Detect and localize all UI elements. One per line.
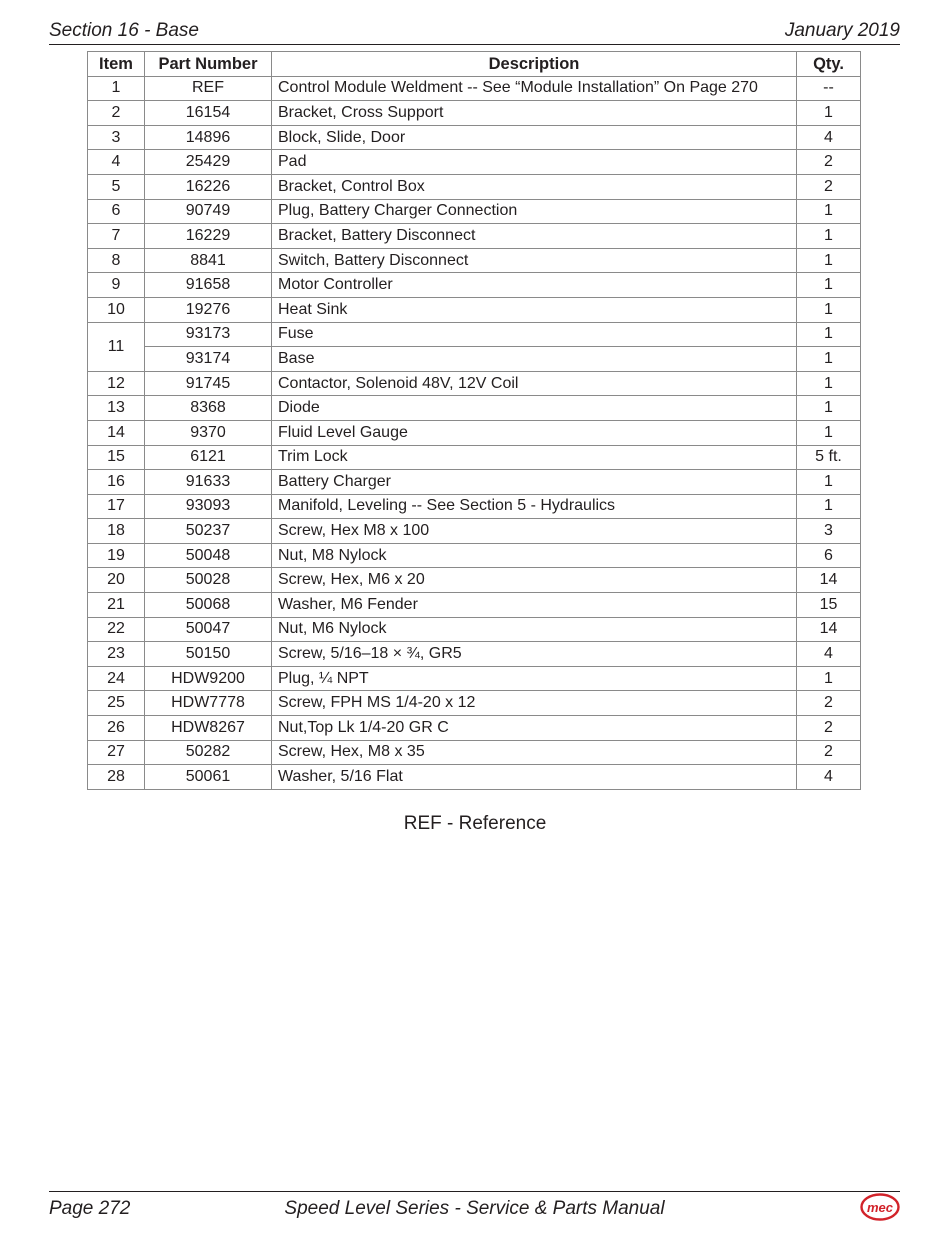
table-row	[88, 199, 861, 224]
description-cell: Screw, 5/16–18 × ¾, GR5	[272, 642, 797, 667]
item-cell: 19	[88, 543, 145, 568]
description-cell: Motor Controller	[272, 273, 797, 298]
item-cell: 26	[88, 716, 145, 741]
description-cell: Base	[272, 347, 797, 372]
table-row	[88, 150, 861, 175]
description-cell: Control Module Weldment -- See “Module Installation” On Page 270	[272, 76, 797, 101]
column-header-part-number: Part Number	[145, 52, 272, 77]
item-cell: 28	[88, 765, 145, 790]
item-cell: 20	[88, 568, 145, 593]
part-number-cell: 93093	[145, 494, 272, 519]
qty-cell: 2	[797, 174, 861, 199]
table-row	[88, 174, 861, 199]
item-cell: 10	[88, 297, 145, 322]
part-number-cell: 9370	[145, 420, 272, 445]
item-cell: 7	[88, 224, 145, 249]
item-cell: 22	[88, 617, 145, 642]
part-number-cell: 91745	[145, 371, 272, 396]
table-row	[88, 297, 861, 322]
table-row	[88, 691, 861, 716]
parts-table-body	[88, 76, 861, 789]
item-cell: 23	[88, 642, 145, 667]
description-cell: Heat Sink	[272, 297, 797, 322]
part-number-cell: 50028	[145, 568, 272, 593]
description-cell: Pad	[272, 150, 797, 175]
item-cell: 21	[88, 593, 145, 618]
qty-cell: 1	[797, 199, 861, 224]
item-cell: 4	[88, 150, 145, 175]
qty-cell: 1	[797, 420, 861, 445]
description-cell: Switch, Battery Disconnect	[272, 248, 797, 273]
description-cell: Block, Slide, Door	[272, 125, 797, 150]
table-row	[88, 224, 861, 249]
table-row	[88, 765, 861, 790]
parts-table	[87, 51, 861, 790]
part-number-cell: 93174	[145, 347, 272, 372]
item-cell: 12	[88, 371, 145, 396]
table-row	[88, 519, 861, 544]
description-cell: Screw, Hex, M6 x 20	[272, 568, 797, 593]
item-cell: 24	[88, 666, 145, 691]
table-row	[88, 125, 861, 150]
qty-cell: 1	[797, 371, 861, 396]
qty-cell: 4	[797, 642, 861, 667]
qty-cell: 1	[797, 101, 861, 126]
column-header-qty: Qty.	[797, 52, 861, 77]
table-row	[88, 470, 861, 495]
item-cell: 18	[88, 519, 145, 544]
header-date: January 2019	[784, 20, 900, 41]
description-cell: Screw, Hex, M8 x 35	[272, 740, 797, 765]
part-number-cell: HDW9200	[145, 666, 272, 691]
description-cell: Diode	[272, 396, 797, 421]
description-cell: Nut, M6 Nylock	[272, 617, 797, 642]
item-cell: 25	[88, 691, 145, 716]
qty-cell: 2	[797, 740, 861, 765]
description-cell: Nut,Top Lk 1/4-20 GR C	[272, 716, 797, 741]
table-row	[88, 494, 861, 519]
item-cell: 15	[88, 445, 145, 470]
qty-cell: 1	[797, 297, 861, 322]
reference-note: REF - Reference	[403, 813, 547, 834]
table-row	[88, 347, 861, 372]
table-row	[88, 322, 861, 347]
item-cell: 3	[88, 125, 145, 150]
part-number-cell: 91633	[145, 470, 272, 495]
description-cell: Battery Charger	[272, 470, 797, 495]
part-number-cell: HDW8267	[145, 716, 272, 741]
part-number-cell: REF	[145, 76, 272, 101]
item-cell: 1	[88, 76, 145, 101]
part-number-cell: 91658	[145, 273, 272, 298]
part-number-cell: 50061	[145, 765, 272, 790]
mec-logo	[860, 1192, 900, 1224]
part-number-cell: 16154	[145, 101, 272, 126]
description-cell: Bracket, Control Box	[272, 174, 797, 199]
description-cell: Screw, FPH MS 1/4-20 x 12	[272, 691, 797, 716]
part-number-cell: 14896	[145, 125, 272, 150]
table-row	[88, 445, 861, 470]
table-row	[88, 248, 861, 273]
item-cell: 16	[88, 470, 145, 495]
qty-cell: 5 ft.	[797, 445, 861, 470]
table-row	[88, 642, 861, 667]
qty-cell: 2	[797, 716, 861, 741]
table-row	[88, 396, 861, 421]
table-row	[88, 593, 861, 618]
description-cell: Contactor, Solenoid 48V, 12V Coil	[272, 371, 797, 396]
table-row	[88, 371, 861, 396]
part-number-cell: 8841	[145, 248, 272, 273]
column-header-description: Description	[272, 52, 797, 77]
qty-cell: 1	[797, 396, 861, 421]
description-cell: Washer, M6 Fender	[272, 593, 797, 618]
part-number-cell: 16229	[145, 224, 272, 249]
part-number-cell: 50282	[145, 740, 272, 765]
description-cell: Manifold, Leveling -- See Section 5 - Hydraulics	[272, 494, 797, 519]
page-number: Page 272	[49, 1198, 131, 1219]
qty-cell: 1	[797, 248, 861, 273]
part-number-cell: 50237	[145, 519, 272, 544]
qty-cell: 2	[797, 691, 861, 716]
qty-cell: 1	[797, 224, 861, 249]
part-number-cell: 8368	[145, 396, 272, 421]
table-row	[88, 420, 861, 445]
description-cell: Fuse	[272, 322, 797, 347]
description-cell: Plug, ¼ NPT	[272, 666, 797, 691]
item-cell: 17	[88, 494, 145, 519]
description-cell: Fluid Level Gauge	[272, 420, 797, 445]
table-row	[88, 568, 861, 593]
column-header-item: Item	[88, 52, 145, 77]
item-cell: 5	[88, 174, 145, 199]
description-cell: Trim Lock	[272, 445, 797, 470]
description-cell: Screw, Hex M8 x 100	[272, 519, 797, 544]
description-cell: Washer, 5/16 Flat	[272, 765, 797, 790]
qty-cell: 1	[797, 470, 861, 495]
table-row	[88, 617, 861, 642]
qty-cell: 14	[797, 617, 861, 642]
qty-cell: 15	[797, 593, 861, 618]
page-header	[49, 19, 900, 45]
part-number-cell: 50047	[145, 617, 272, 642]
qty-cell: 4	[797, 765, 861, 790]
qty-cell: --	[797, 76, 861, 101]
qty-cell: 1	[797, 322, 861, 347]
item-cell: 2	[88, 101, 145, 126]
part-number-cell: 25429	[145, 150, 272, 175]
page-footer	[49, 1191, 900, 1228]
qty-cell: 4	[797, 125, 861, 150]
part-number-cell: 16226	[145, 174, 272, 199]
table-row	[88, 76, 861, 101]
part-number-cell: 6121	[145, 445, 272, 470]
description-cell: Bracket, Cross Support	[272, 101, 797, 126]
part-number-cell: HDW7778	[145, 691, 272, 716]
part-number-cell: 50150	[145, 642, 272, 667]
table-header-row	[88, 52, 861, 77]
table-row	[88, 273, 861, 298]
item-cell: 13	[88, 396, 145, 421]
description-cell: Plug, Battery Charger Connection	[272, 199, 797, 224]
table-row	[88, 666, 861, 691]
item-cell: 27	[88, 740, 145, 765]
part-number-cell: 19276	[145, 297, 272, 322]
part-number-cell: 90749	[145, 199, 272, 224]
table-row	[88, 716, 861, 741]
description-cell: Nut, M8 Nylock	[272, 543, 797, 568]
item-cell: 11	[88, 322, 145, 371]
qty-cell: 1	[797, 273, 861, 298]
item-cell: 14	[88, 420, 145, 445]
item-cell: 6	[88, 199, 145, 224]
qty-cell: 1	[797, 347, 861, 372]
qty-cell: 1	[797, 666, 861, 691]
qty-cell: 2	[797, 150, 861, 175]
part-number-cell: 93173	[145, 322, 272, 347]
item-cell: 8	[88, 248, 145, 273]
qty-cell: 14	[797, 568, 861, 593]
qty-cell: 1	[797, 494, 861, 519]
part-number-cell: 50048	[145, 543, 272, 568]
item-cell: 9	[88, 273, 145, 298]
description-cell: Bracket, Battery Disconnect	[272, 224, 797, 249]
section-title: Section 16 - Base	[49, 20, 199, 41]
table-row	[88, 740, 861, 765]
table-row	[88, 101, 861, 126]
part-number-cell: 50068	[145, 593, 272, 618]
svg-text:mec: mec	[866, 1200, 894, 1215]
qty-cell: 3	[797, 519, 861, 544]
qty-cell: 6	[797, 543, 861, 568]
manual-title: Speed Level Series - Service & Parts Manual	[284, 1198, 665, 1219]
table-row	[88, 543, 861, 568]
